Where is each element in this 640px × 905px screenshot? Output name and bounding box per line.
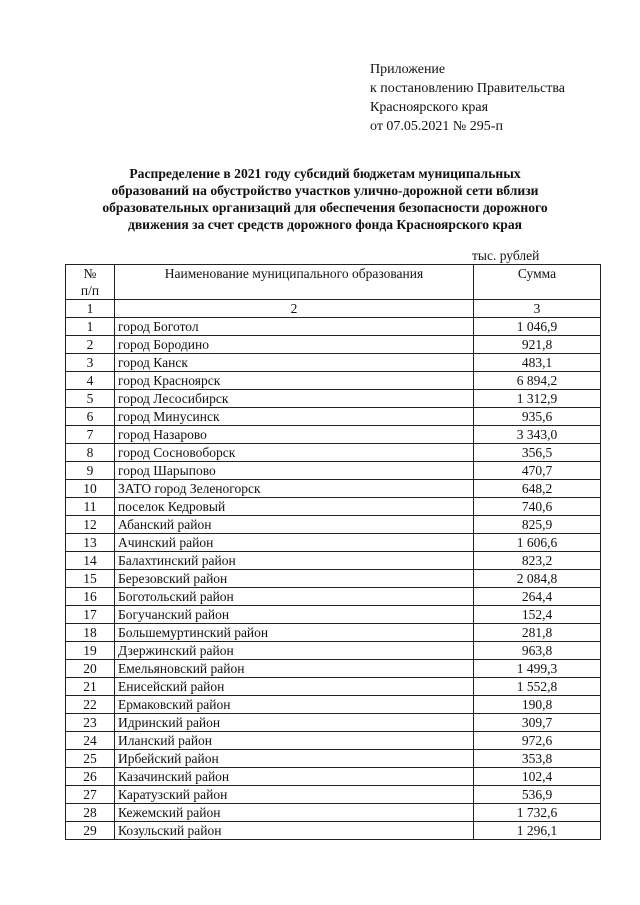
- row-num-cell: 27: [66, 786, 115, 804]
- row-num-cell: 11: [66, 498, 115, 516]
- row-sum-cell: 356,5: [474, 444, 601, 462]
- units-label: тыс. рублей: [472, 248, 540, 263]
- row-sum-cell: 536,9: [474, 786, 601, 804]
- table-row: [66, 390, 601, 408]
- row-name-cell: Ермаковский район: [115, 696, 474, 714]
- row-num-cell: 22: [66, 696, 115, 714]
- row-name-cell: Богучанский район: [115, 606, 474, 624]
- row-num-cell: 13: [66, 534, 115, 552]
- row-name-cell: Иланский район: [115, 732, 474, 750]
- appendix-line: от 07.05.2021 № 295-п: [370, 119, 503, 134]
- row-sum-cell: 1 499,3: [474, 660, 601, 678]
- row-name-cell: Березовский район: [115, 570, 474, 588]
- row-num-cell: 25: [66, 750, 115, 768]
- row-num-cell: 29: [66, 822, 115, 840]
- table-row: [66, 318, 601, 336]
- row-sum-cell: 963,8: [474, 642, 601, 660]
- row-num-cell: 20: [66, 660, 115, 678]
- row-name-cell: Идринский район: [115, 714, 474, 732]
- table-row: [66, 696, 601, 714]
- row-name-cell: Дзержинский район: [115, 642, 474, 660]
- table-row: [66, 462, 601, 480]
- row-name-cell: Емельяновский район: [115, 660, 474, 678]
- table-row: [66, 588, 601, 606]
- row-num-cell: 17: [66, 606, 115, 624]
- row-sum-cell: 921,8: [474, 336, 601, 354]
- row-sum-cell: 1 552,8: [474, 678, 601, 696]
- row-name-cell: ЗАТО город Зеленогорск: [115, 480, 474, 498]
- row-name-cell: город Красноярск: [115, 372, 474, 390]
- row-num-cell: 5: [66, 390, 115, 408]
- row-name-cell: Казачинский район: [115, 768, 474, 786]
- row-name-cell: город Назарово: [115, 426, 474, 444]
- row-name-cell: Каратузский район: [115, 786, 474, 804]
- table-row: [66, 372, 601, 390]
- row-num-cell: 7: [66, 426, 115, 444]
- title-line: образований на обустройство участков улично-дорожной сети вблизи: [111, 183, 539, 198]
- table-header-row: [66, 265, 601, 300]
- row-sum-cell: 825,9: [474, 516, 601, 534]
- distribution-table: [65, 264, 601, 840]
- row-num-cell: 1: [66, 318, 115, 336]
- row-sum-cell: 309,7: [474, 714, 601, 732]
- header-name: Наименование муниципального образования: [115, 265, 474, 300]
- table-row: [66, 714, 601, 732]
- row-name-cell: Ирбейский район: [115, 750, 474, 768]
- row-num-cell: 3: [66, 354, 115, 372]
- table-row: [66, 732, 601, 750]
- table-row: [66, 642, 601, 660]
- table-row: [66, 606, 601, 624]
- table-row: [66, 534, 601, 552]
- row-num-cell: 19: [66, 642, 115, 660]
- document-title: [60, 165, 590, 233]
- index-cell: 2: [115, 300, 474, 318]
- row-sum-cell: 281,8: [474, 624, 601, 642]
- title-line: Распределение в 2021 году субсидий бюджетам муниципальных: [129, 166, 521, 181]
- row-name-cell: город Канск: [115, 354, 474, 372]
- row-sum-cell: 3 343,0: [474, 426, 601, 444]
- table-row: [66, 408, 601, 426]
- title-line: движения за счет средств дорожного фонда Красноярского края: [127, 217, 523, 232]
- row-num-cell: 24: [66, 732, 115, 750]
- row-name-cell: город Боготол: [115, 318, 474, 336]
- title-line: образовательных организаций для обеспечения безопасности дорожного: [102, 200, 548, 215]
- row-num-cell: 14: [66, 552, 115, 570]
- row-sum-cell: 353,8: [474, 750, 601, 768]
- row-num-cell: 12: [66, 516, 115, 534]
- table-row: [66, 552, 601, 570]
- row-num-cell: 6: [66, 408, 115, 426]
- table-row: [66, 768, 601, 786]
- row-num-cell: 16: [66, 588, 115, 606]
- row-sum-cell: 483,1: [474, 354, 601, 372]
- table-row: [66, 678, 601, 696]
- table-row: [66, 660, 601, 678]
- row-sum-cell: 823,2: [474, 552, 601, 570]
- header-num-line2: п/п: [80, 283, 100, 298]
- row-name-cell: Боготольский район: [115, 588, 474, 606]
- row-num-cell: 4: [66, 372, 115, 390]
- table-row: [66, 822, 601, 840]
- table-row: [66, 516, 601, 534]
- row-sum-cell: 1 606,6: [474, 534, 601, 552]
- row-sum-cell: 648,2: [474, 480, 601, 498]
- row-num-cell: 26: [66, 768, 115, 786]
- row-sum-cell: 152,4: [474, 606, 601, 624]
- row-sum-cell: 2 084,8: [474, 570, 601, 588]
- appendix-line: Красноярского края: [370, 100, 489, 115]
- row-sum-cell: 102,4: [474, 768, 601, 786]
- header-num: [66, 265, 115, 300]
- table-row: [66, 444, 601, 462]
- table-row: [66, 336, 601, 354]
- row-sum-cell: 1 312,9: [474, 390, 601, 408]
- row-name-cell: Кежемский район: [115, 804, 474, 822]
- table-row: [66, 786, 601, 804]
- row-num-cell: 8: [66, 444, 115, 462]
- table-row: [66, 480, 601, 498]
- row-sum-cell: 935,6: [474, 408, 601, 426]
- row-name-cell: Енисейский район: [115, 678, 474, 696]
- index-cell: 3: [474, 300, 601, 318]
- row-name-cell: Ачинский район: [115, 534, 474, 552]
- row-num-cell: 15: [66, 570, 115, 588]
- row-name-cell: город Бородино: [115, 336, 474, 354]
- row-sum-cell: 1 732,6: [474, 804, 601, 822]
- row-num-cell: 18: [66, 624, 115, 642]
- row-name-cell: город Шарыпово: [115, 462, 474, 480]
- header-num-line1: №: [83, 266, 97, 281]
- row-sum-cell: 470,7: [474, 462, 601, 480]
- table-row: [66, 624, 601, 642]
- row-name-cell: Козульский район: [115, 822, 474, 840]
- row-name-cell: город Сосновоборск: [115, 444, 474, 462]
- row-num-cell: 10: [66, 480, 115, 498]
- table-row: [66, 498, 601, 516]
- row-sum-cell: 1 296,1: [474, 822, 601, 840]
- row-num-cell: 9: [66, 462, 115, 480]
- row-name-cell: Балахтинский район: [115, 552, 474, 570]
- row-sum-cell: 264,4: [474, 588, 601, 606]
- table-row: [66, 750, 601, 768]
- row-name-cell: поселок Кедровый: [115, 498, 474, 516]
- appendix-line: Приложение: [370, 62, 446, 77]
- row-name-cell: город Минусинск: [115, 408, 474, 426]
- row-sum-cell: 1 046,9: [474, 318, 601, 336]
- row-name-cell: город Лесосибирск: [115, 390, 474, 408]
- row-num-cell: 2: [66, 336, 115, 354]
- table-row: [66, 570, 601, 588]
- row-name-cell: Большемуртинский район: [115, 624, 474, 642]
- appendix-line: к постановлению Правительства: [370, 81, 566, 96]
- table-row: [66, 804, 601, 822]
- row-sum-cell: 6 894,2: [474, 372, 601, 390]
- index-cell: 1: [66, 300, 115, 318]
- row-num-cell: 21: [66, 678, 115, 696]
- index-row: [66, 300, 601, 318]
- row-num-cell: 28: [66, 804, 115, 822]
- row-sum-cell: 972,6: [474, 732, 601, 750]
- table-row: [66, 426, 601, 444]
- header-sum: Сумма: [474, 265, 601, 300]
- table-row: [66, 354, 601, 372]
- row-name-cell: Абанский район: [115, 516, 474, 534]
- row-sum-cell: 190,8: [474, 696, 601, 714]
- appendix-block: [370, 60, 565, 136]
- row-sum-cell: 740,6: [474, 498, 601, 516]
- row-num-cell: 23: [66, 714, 115, 732]
